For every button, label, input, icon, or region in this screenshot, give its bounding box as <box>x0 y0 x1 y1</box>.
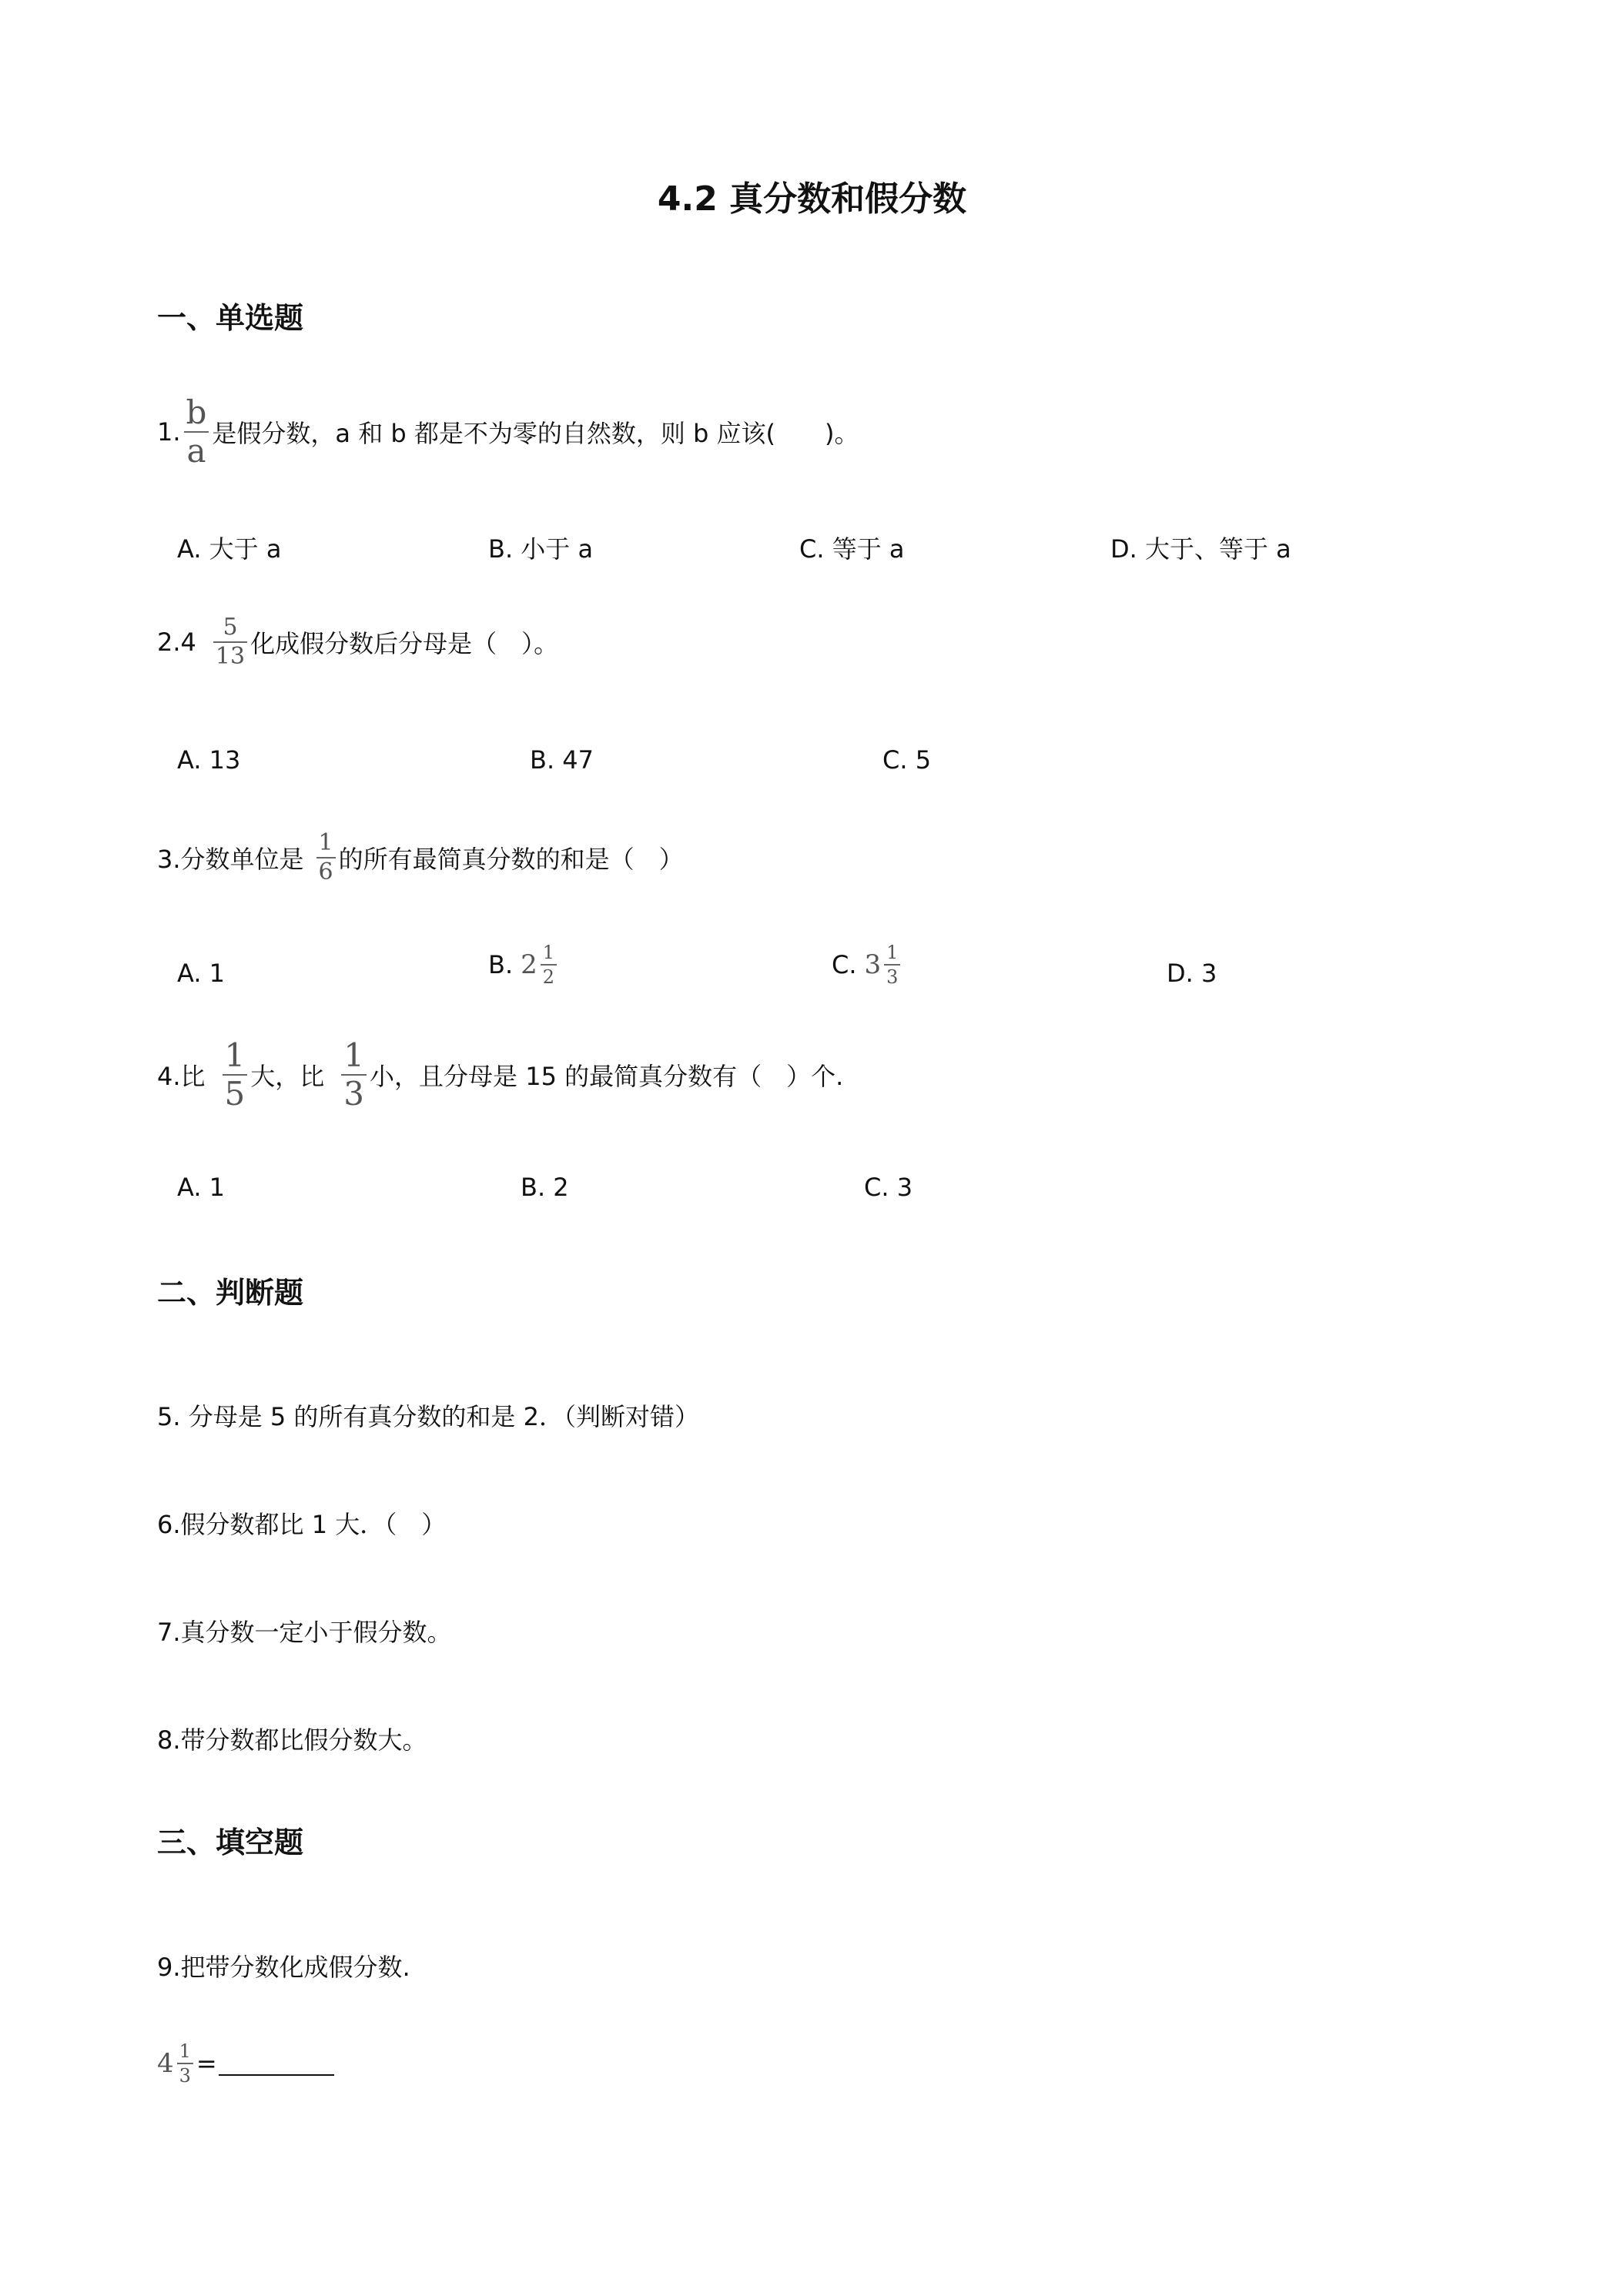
question-2 <box>157 616 558 668</box>
question-1 <box>157 393 859 470</box>
mixed-number-whole: 4 <box>157 2048 174 2079</box>
q2-option-c[interactable]: C. 5 <box>882 745 932 775</box>
question-number: 4.比 <box>157 1062 206 1091</box>
question-number: 1. <box>157 417 181 447</box>
mixed-number-whole: 3 <box>864 949 882 980</box>
equals-sign: = <box>196 2049 217 2078</box>
question-7: 7.真分数一定小于假分数。 <box>157 1618 452 1647</box>
q1-option-b[interactable]: B. 小于 a <box>488 534 594 564</box>
mixed-number-fraction: $\frac{1}{3}$ <box>884 943 900 986</box>
section-heading-fill-blank: 三、填空题 <box>157 1826 304 1859</box>
mixed-number-fraction: $\frac{1}{3}$ <box>177 2042 193 2085</box>
question-text: 是假分数，a 和 b 都是不为零的自然数，则 b 应该( )。 <box>212 419 859 448</box>
question-text: 的所有最简真分数的和是（ ） <box>338 845 684 874</box>
question-number: 3.分数单位是 <box>157 845 304 874</box>
question-8: 8.带分数都比假分数大。 <box>157 1725 427 1755</box>
mixed-number-whole: 2 <box>521 949 537 980</box>
question-number: 2.4 <box>157 628 196 657</box>
section-heading-true-false: 二、判断题 <box>157 1276 304 1310</box>
q3-option-b[interactable]: B. 2 $\frac{1}{2}$ <box>488 943 560 986</box>
q3-option-d[interactable]: D. 3 <box>1167 959 1217 988</box>
fraction-b-over-a: $\frac{b}{a}$ <box>184 397 209 467</box>
question-3 <box>157 829 684 885</box>
question-9-expression <box>157 2042 334 2085</box>
question-9: 9.把带分数化成假分数. <box>157 1953 410 1982</box>
q4-option-b[interactable]: B. 2 <box>521 1173 569 1202</box>
q1-option-d[interactable]: D. 大于、等于 a <box>1110 534 1291 564</box>
section-heading-single-choice: 一、单选题 <box>157 301 304 335</box>
fraction-1-over-5: $\frac{1}{5}$ <box>223 1039 248 1110</box>
fraction-5-over-13: $\frac{5}{13}$ <box>213 616 247 668</box>
page-title: 4.2 真分数和假分数 <box>657 179 967 219</box>
q4-option-c[interactable]: C. 3 <box>864 1173 913 1202</box>
question-text: 小，且分母是 15 的最简真分数有（ ）个. <box>370 1062 844 1091</box>
fraction-1-over-6: $\frac{1}{6}$ <box>316 832 336 884</box>
question-4 <box>157 1036 844 1113</box>
answer-blank[interactable] <box>219 2051 334 2076</box>
mixed-number-fraction: $\frac{1}{2}$ <box>541 943 557 986</box>
q2-option-b[interactable]: B. 47 <box>530 745 594 775</box>
question-text-mid: 大，比 <box>250 1062 325 1091</box>
q1-option-a[interactable]: A. 大于 a <box>177 534 282 564</box>
q4-option-a[interactable]: A. 1 <box>177 1173 226 1202</box>
q3-option-c[interactable]: C. 3 $\frac{1}{3}$ <box>832 943 903 986</box>
q3-option-a[interactable]: A. 1 <box>177 959 226 988</box>
fraction-1-over-3: $\frac{1}{3}$ <box>341 1039 367 1110</box>
question-6: 6.假分数都比 1 大．（ ） <box>157 1510 447 1539</box>
q2-option-a[interactable]: A. 13 <box>177 745 241 775</box>
question-5: 5. 分母是 5 的所有真分数的和是 2．（判断对错） <box>157 1402 699 1431</box>
q1-option-c[interactable]: C. 等于 a <box>799 534 905 564</box>
question-text: 化成假分数后分母是（ ）。 <box>250 629 559 658</box>
